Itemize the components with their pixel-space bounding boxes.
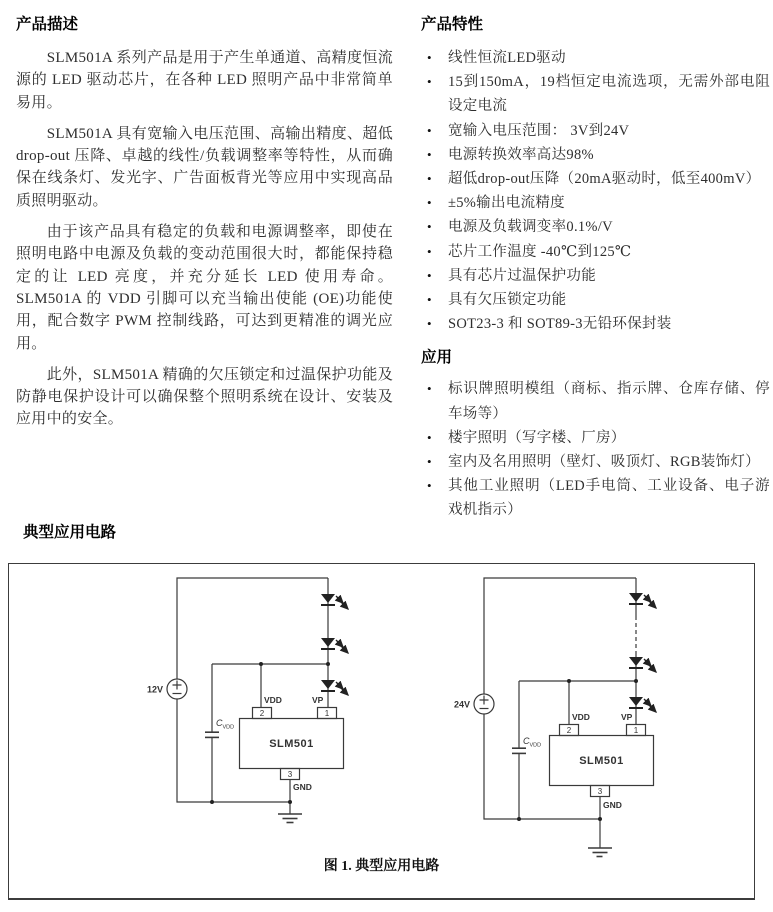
feature-text: 15到150mA，19档恒定电流选项，无需外部电阻设定电流 (448, 74, 770, 115)
led-icon (629, 593, 656, 608)
application-text: 室内及名用照明（壁灯、吸顶灯、RGB装饰灯） (448, 454, 760, 471)
application-item (421, 474, 770, 522)
applications-list (421, 377, 770, 522)
feature-text: 具有欠压锁定功能 (448, 292, 567, 309)
application-text: 其他工业照明（LED手电筒、工业设备、电子游戏机指示） (448, 478, 770, 519)
led-icon (321, 638, 348, 653)
ground-icon (278, 814, 302, 823)
bullet-icon: • (427, 171, 432, 187)
feature-item (421, 191, 770, 215)
capacitor-label-subscript: VDD (529, 742, 542, 749)
pin-number: 1 (633, 726, 639, 735)
source-voltage-label: 12V (146, 684, 163, 695)
feature-text: 线性恒流LED驱动 (448, 50, 566, 66)
bullet-icon: • (427, 316, 432, 332)
feature-text: 超低drop-out压降（20mA驱动时，低至400mV） (448, 171, 761, 188)
description-paragraph: SLM501A 具有宽输入电压范围、高输出精度、超低 drop-out 压降、卓越的线性/负载调整率等特性，从而确保在线条灯、发光字、广告面板背光等应用中实现高品质照明驱动。 (16, 125, 393, 209)
description-paragraph: 此外，SLM501A 精确的欠压锁定和过温保护功能及防静电保护设计可以确保整个照明系统在设计、安装及应用中的安全。 (16, 366, 393, 428)
feature-text: 宽输入电压范围： 3V到24V (448, 122, 630, 139)
bullet-icon: • (427, 478, 432, 494)
description-paragraph: SLM501A 系列产品是用于产生单通道、高精度恒流源的 LED 驱动芯片，在各种 LED 照明产品中非常简单易用。 (16, 50, 393, 111)
section-product-features (421, 12, 770, 523)
feature-item (421, 312, 770, 336)
bullet-icon: • (427, 74, 432, 90)
section-product-description (16, 12, 393, 440)
left-circuit (147, 578, 348, 823)
pin-label-vp: VP (621, 712, 633, 722)
feature-item (421, 143, 770, 167)
feature-text: SOT23-3 和 SOT89-3无铅环保封装 (448, 316, 672, 333)
wires (177, 578, 328, 814)
bullet-icon: • (427, 219, 432, 235)
pin-label-gnd: GND (293, 782, 312, 792)
application-item (421, 426, 770, 450)
right-circuit (454, 578, 656, 857)
pin-number: 3 (597, 787, 603, 796)
feature-item (421, 46, 770, 70)
pin-label-vdd: VDD (264, 695, 282, 705)
applications-heading: 应用 (421, 349, 453, 367)
feature-item (421, 264, 770, 288)
feature-item (421, 70, 770, 118)
bullet-icon: • (427, 146, 432, 162)
voltage-source-icon (167, 679, 187, 699)
junction-dots (210, 662, 330, 804)
application-item (421, 377, 770, 425)
chip-name-label: SLM501 (269, 738, 314, 750)
led-icon (629, 697, 656, 712)
bullet-icon: • (427, 267, 432, 283)
feature-text: 电源及负载调变率0.1%/V (448, 219, 613, 236)
features-list (421, 46, 770, 336)
capacitor-icon (205, 664, 219, 802)
feature-text: 具有芯片过温保护功能 (448, 267, 596, 284)
bullet-icon: • (427, 50, 432, 65)
led-icon (629, 657, 656, 672)
capacitor-label: C (216, 718, 223, 728)
chip-name-label: SLM501 (579, 755, 624, 767)
bullet-icon: • (427, 122, 432, 138)
pin-label-vdd: VDD (572, 712, 590, 722)
description-paragraph: 由于该产品具有稳定的负载和电源调整率，即使在照明电路中电源及负载的变动范围很大时，都能保持稳定的让 LED 亮度，并充分延长 LED 使用寿命。SLM501A 的 VDD 引脚可以充当输出使能 (OE)功能使用，配合数字 PWM 控制线路，可达到更精准的调光应用。 (16, 224, 393, 352)
bullet-icon: • (427, 381, 432, 397)
led-icon (321, 594, 348, 609)
bullet-icon: • (427, 429, 432, 445)
capacitor-label: C (523, 736, 530, 746)
product-description-heading: 产品描述 (16, 16, 79, 33)
application-text: 楼宇照明（写字楼、厂房） (448, 429, 626, 446)
figure-caption (9, 855, 754, 875)
bullet-icon: • (427, 454, 432, 470)
typical-circuit-heading: 典型应用电路 (23, 524, 117, 541)
pin-number: 2 (259, 709, 265, 718)
feature-item (421, 119, 770, 143)
voltage-source-icon (474, 694, 494, 714)
bullet-icon: • (427, 292, 432, 308)
application-text: 标识牌照明模组（商标、指示牌、仓库存储、停车场等） (448, 381, 770, 422)
bullet-icon: • (427, 195, 432, 211)
feature-text: 芯片工作温度 -40℃到125℃ (448, 243, 632, 260)
capacitor-icon (512, 681, 526, 819)
capacitor-label-subscript: VDD (222, 724, 235, 731)
pin-label-vp: VP (312, 695, 324, 705)
feature-text: 电源转换效率高达98% (448, 146, 594, 163)
typical-application-circuit-figure (8, 563, 755, 900)
source-voltage-label: 24V (453, 699, 470, 710)
feature-item (421, 215, 770, 239)
circuit-schematic (9, 564, 754, 898)
product-features-heading: 产品特性 (421, 16, 484, 33)
pin-number: 3 (287, 770, 293, 779)
pin-number: 2 (566, 726, 572, 735)
feature-item (421, 240, 770, 264)
bullet-icon: • (427, 243, 432, 259)
feature-item (421, 288, 770, 312)
figure-number: 图 1. (323, 859, 352, 874)
feature-item (421, 167, 770, 191)
led-icon (321, 680, 348, 695)
application-item (421, 450, 770, 474)
figure-title: 典型应用电路 (355, 857, 440, 873)
pin-number: 1 (324, 709, 330, 718)
feature-text: ±5%输出电流精度 (448, 195, 565, 212)
pin-label-gnd: GND (603, 800, 622, 810)
